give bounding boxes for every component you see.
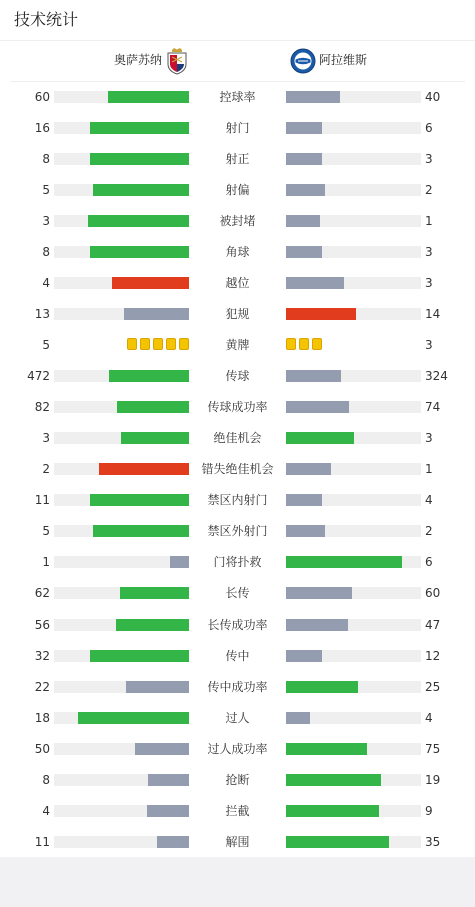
home-bar-fill (88, 215, 189, 227)
stat-row (0, 180, 475, 200)
alaves-crest-icon (290, 48, 316, 74)
stat-row (0, 490, 475, 510)
yellow-card-icon (127, 338, 137, 350)
stat-label: 过人 (225, 710, 250, 725)
stat-row (0, 739, 475, 759)
stat-row (0, 615, 475, 635)
away-value: 12 (425, 648, 441, 663)
stat-label: 被封堵 (219, 214, 256, 229)
stat-row (0, 428, 475, 448)
away-bar-track (286, 215, 421, 227)
away-yellow-cards (286, 338, 322, 352)
home-bar-track (54, 494, 189, 506)
home-bar-track (54, 712, 189, 724)
away-bar-fill (286, 681, 358, 693)
home-bar-fill (121, 432, 189, 444)
home-bar-fill (90, 650, 189, 662)
stat-label: 错失绝佳机会 (201, 462, 274, 477)
away-value: 19 (425, 772, 441, 787)
away-bar-fill (286, 650, 322, 662)
stat-row (0, 366, 475, 386)
away-bar-fill (286, 836, 389, 848)
stat-row (0, 801, 475, 821)
stat-label: 射正 (225, 152, 250, 167)
home-value: 50 (34, 741, 50, 756)
away-bar-fill (286, 712, 310, 724)
away-value: 6 (425, 121, 433, 136)
away-bar-track (286, 277, 421, 289)
away-bar-fill (286, 619, 348, 631)
stat-label: 长传 (225, 586, 250, 601)
home-bar-fill (78, 712, 189, 724)
stat-label: 传中 (225, 648, 250, 663)
away-value: 47 (425, 617, 441, 632)
stat-label: 射门 (225, 121, 250, 136)
away-bar-fill (286, 246, 322, 258)
home-bar-fill (90, 494, 189, 506)
home-value: 11 (34, 834, 50, 849)
home-bar-track (54, 122, 189, 134)
stat-label: 射偏 (225, 183, 250, 198)
away-bar-track (286, 184, 421, 196)
away-bar-fill (286, 308, 356, 320)
away-bar-track (286, 587, 421, 599)
stat-row (0, 149, 475, 169)
home-bar-fill (108, 91, 189, 103)
stat-label: 拦截 (225, 803, 250, 818)
away-bar-fill (286, 122, 322, 134)
away-bar-track (286, 681, 421, 693)
away-value: 3 (425, 338, 433, 353)
away-bar-track (286, 153, 421, 165)
stat-label: 传球成功率 (207, 400, 268, 415)
away-bar-track (286, 370, 421, 382)
stat-row (0, 770, 475, 790)
home-value: 4 (42, 276, 50, 291)
home-bar-track (54, 525, 189, 537)
home-yellow-cards (127, 338, 189, 352)
stat-label: 黄牌 (225, 338, 250, 353)
away-bar-fill (286, 184, 325, 196)
stat-label: 抢断 (225, 772, 250, 787)
home-bar-fill (147, 805, 189, 817)
home-value: 56 (34, 617, 50, 632)
home-value: 4 (42, 803, 50, 818)
away-value: 3 (425, 431, 433, 446)
away-value: 74 (425, 400, 441, 415)
away-bar-fill (286, 774, 381, 786)
home-bar-track (54, 308, 189, 320)
yellow-card-icon (286, 338, 296, 350)
stat-row (0, 646, 475, 666)
stat-row (0, 87, 475, 107)
stat-label: 禁区内射门 (207, 493, 268, 508)
home-value: 8 (42, 152, 50, 167)
home-bar-track (54, 153, 189, 165)
home-value: 8 (42, 772, 50, 787)
home-value: 60 (34, 90, 50, 104)
away-bar-track (286, 650, 421, 662)
home-bar-fill (135, 743, 189, 755)
stat-row (0, 459, 475, 479)
stat-label: 绝佳机会 (213, 431, 262, 446)
away-bar-fill (286, 743, 367, 755)
yellow-card-icon (299, 338, 309, 350)
stat-label: 解围 (225, 834, 250, 849)
home-bar-track (54, 463, 189, 475)
stat-label: 越位 (225, 276, 250, 291)
stat-label: 长传成功率 (207, 617, 268, 632)
away-bar-fill (286, 91, 340, 103)
home-bar-track (54, 587, 189, 599)
home-value: 18 (34, 710, 50, 725)
home-bar-fill (93, 184, 189, 196)
away-value: 4 (425, 710, 433, 725)
home-value: 82 (34, 400, 50, 415)
home-bar-track (54, 246, 189, 258)
yellow-card-icon (166, 338, 176, 350)
home-bar-track (54, 556, 189, 568)
home-value: 5 (42, 524, 50, 539)
away-value: 3 (425, 152, 433, 167)
home-value: 8 (42, 245, 50, 260)
away-bar-track (286, 122, 421, 134)
home-bar-fill (90, 246, 189, 258)
home-bar-track (54, 836, 189, 848)
home-bar-fill (117, 401, 189, 413)
home-bar-track (54, 743, 189, 755)
away-bar-track (286, 246, 421, 258)
home-value: 2 (42, 462, 50, 477)
home-bar-fill (90, 122, 189, 134)
away-bar-fill (286, 401, 349, 413)
home-value: 16 (34, 121, 50, 136)
home-bar-fill (170, 556, 189, 568)
away-bar-track (286, 743, 421, 755)
stat-row (0, 552, 475, 572)
osasuna-crest-icon (166, 47, 188, 75)
home-bar-track (54, 370, 189, 382)
stat-row (0, 118, 475, 138)
stat-label: 传球 (225, 369, 250, 384)
home-value: 1 (42, 555, 50, 570)
yellow-card-icon (153, 338, 163, 350)
stat-label: 禁区外射门 (207, 524, 268, 539)
away-bar-fill (286, 277, 344, 289)
home-value: 13 (34, 307, 50, 322)
away-value: 324 (425, 369, 448, 384)
home-value: 472 (27, 369, 50, 384)
home-bar-track (54, 215, 189, 227)
page-title: 技术统计 (14, 10, 79, 29)
yellow-card-icon (179, 338, 189, 350)
home-bar-fill (157, 836, 189, 848)
home-bar-fill (112, 277, 189, 289)
home-bar-track (54, 619, 189, 631)
home-bar-fill (99, 463, 189, 475)
home-bar-track (54, 805, 189, 817)
stat-row (0, 521, 475, 541)
home-value: 32 (34, 648, 50, 663)
away-bar-fill (286, 370, 341, 382)
away-value: 1 (425, 462, 433, 477)
home-value: 62 (34, 586, 50, 601)
away-bar-track (286, 463, 421, 475)
away-bar-fill (286, 153, 322, 165)
home-value: 11 (34, 493, 50, 508)
home-bar-fill (126, 681, 189, 693)
home-bar-track (54, 432, 189, 444)
stat-row (0, 677, 475, 697)
away-bar-track (286, 805, 421, 817)
away-bar-track (286, 836, 421, 848)
away-bar-track (286, 401, 421, 413)
divider (10, 81, 465, 82)
away-team-name: 阿拉维斯 (319, 53, 368, 67)
stat-row (0, 583, 475, 603)
stat-label: 控球率 (219, 90, 256, 104)
away-value: 3 (425, 276, 433, 291)
away-value: 35 (425, 834, 441, 849)
stat-label: 门将扑救 (213, 555, 262, 570)
away-value: 4 (425, 493, 433, 508)
home-value: 3 (42, 431, 50, 446)
away-bar-fill (286, 215, 320, 227)
away-bar-fill (286, 525, 325, 537)
stat-label: 角球 (225, 245, 250, 260)
away-value: 60 (425, 586, 441, 601)
away-bar-fill (286, 463, 331, 475)
away-bar-track (286, 494, 421, 506)
home-bar-fill (90, 153, 189, 165)
stat-row (0, 397, 475, 417)
stat-row (0, 335, 475, 355)
home-bar-track (54, 401, 189, 413)
home-value: 22 (34, 679, 50, 694)
yellow-card-icon (140, 338, 150, 350)
away-bar-fill (286, 556, 402, 568)
stat-label: 犯规 (225, 307, 250, 322)
stat-row (0, 273, 475, 293)
stat-row (0, 242, 475, 262)
home-bar-track (54, 681, 189, 693)
away-bar-track (286, 712, 421, 724)
stat-row (0, 304, 475, 324)
away-value: 75 (425, 741, 441, 756)
home-bar-fill (116, 619, 189, 631)
away-bar-track (286, 432, 421, 444)
home-bar-track (54, 184, 189, 196)
stat-label: 传中成功率 (207, 679, 268, 694)
away-value: 25 (425, 679, 441, 694)
away-bar-fill (286, 587, 352, 599)
home-value: 5 (42, 183, 50, 198)
away-bar-track (286, 308, 421, 320)
home-team-name: 奥萨苏纳 (113, 53, 162, 67)
away-value: 3 (425, 245, 433, 260)
home-bar-track (54, 774, 189, 786)
divider (0, 40, 475, 41)
away-bar-fill (286, 432, 354, 444)
home-bar-fill (120, 587, 189, 599)
away-value: 6 (425, 555, 433, 570)
away-value: 2 (425, 524, 433, 539)
yellow-card-icon (312, 338, 322, 350)
away-value: 40 (425, 90, 441, 104)
away-bar-track (286, 525, 421, 537)
away-bar-fill (286, 805, 379, 817)
home-bar-track (54, 91, 189, 103)
away-value: 9 (425, 803, 433, 818)
home-bar-fill (124, 308, 189, 320)
home-bar-track (54, 277, 189, 289)
away-bar-fill (286, 494, 322, 506)
stat-label: 过人成功率 (207, 741, 268, 756)
away-value: 14 (425, 307, 441, 322)
home-value: 3 (42, 214, 50, 229)
stat-row (0, 708, 475, 728)
home-bar-fill (93, 525, 189, 537)
home-bar-fill (109, 370, 189, 382)
stat-row (0, 832, 475, 852)
away-bar-track (286, 91, 421, 103)
home-bar-track (54, 650, 189, 662)
away-bar-track (286, 556, 421, 568)
away-bar-track (286, 774, 421, 786)
away-value: 2 (425, 183, 433, 198)
stat-row (0, 211, 475, 231)
away-value: 1 (425, 214, 433, 229)
away-bar-track (286, 619, 421, 631)
home-value: 5 (42, 338, 50, 353)
home-bar-fill (148, 774, 189, 786)
